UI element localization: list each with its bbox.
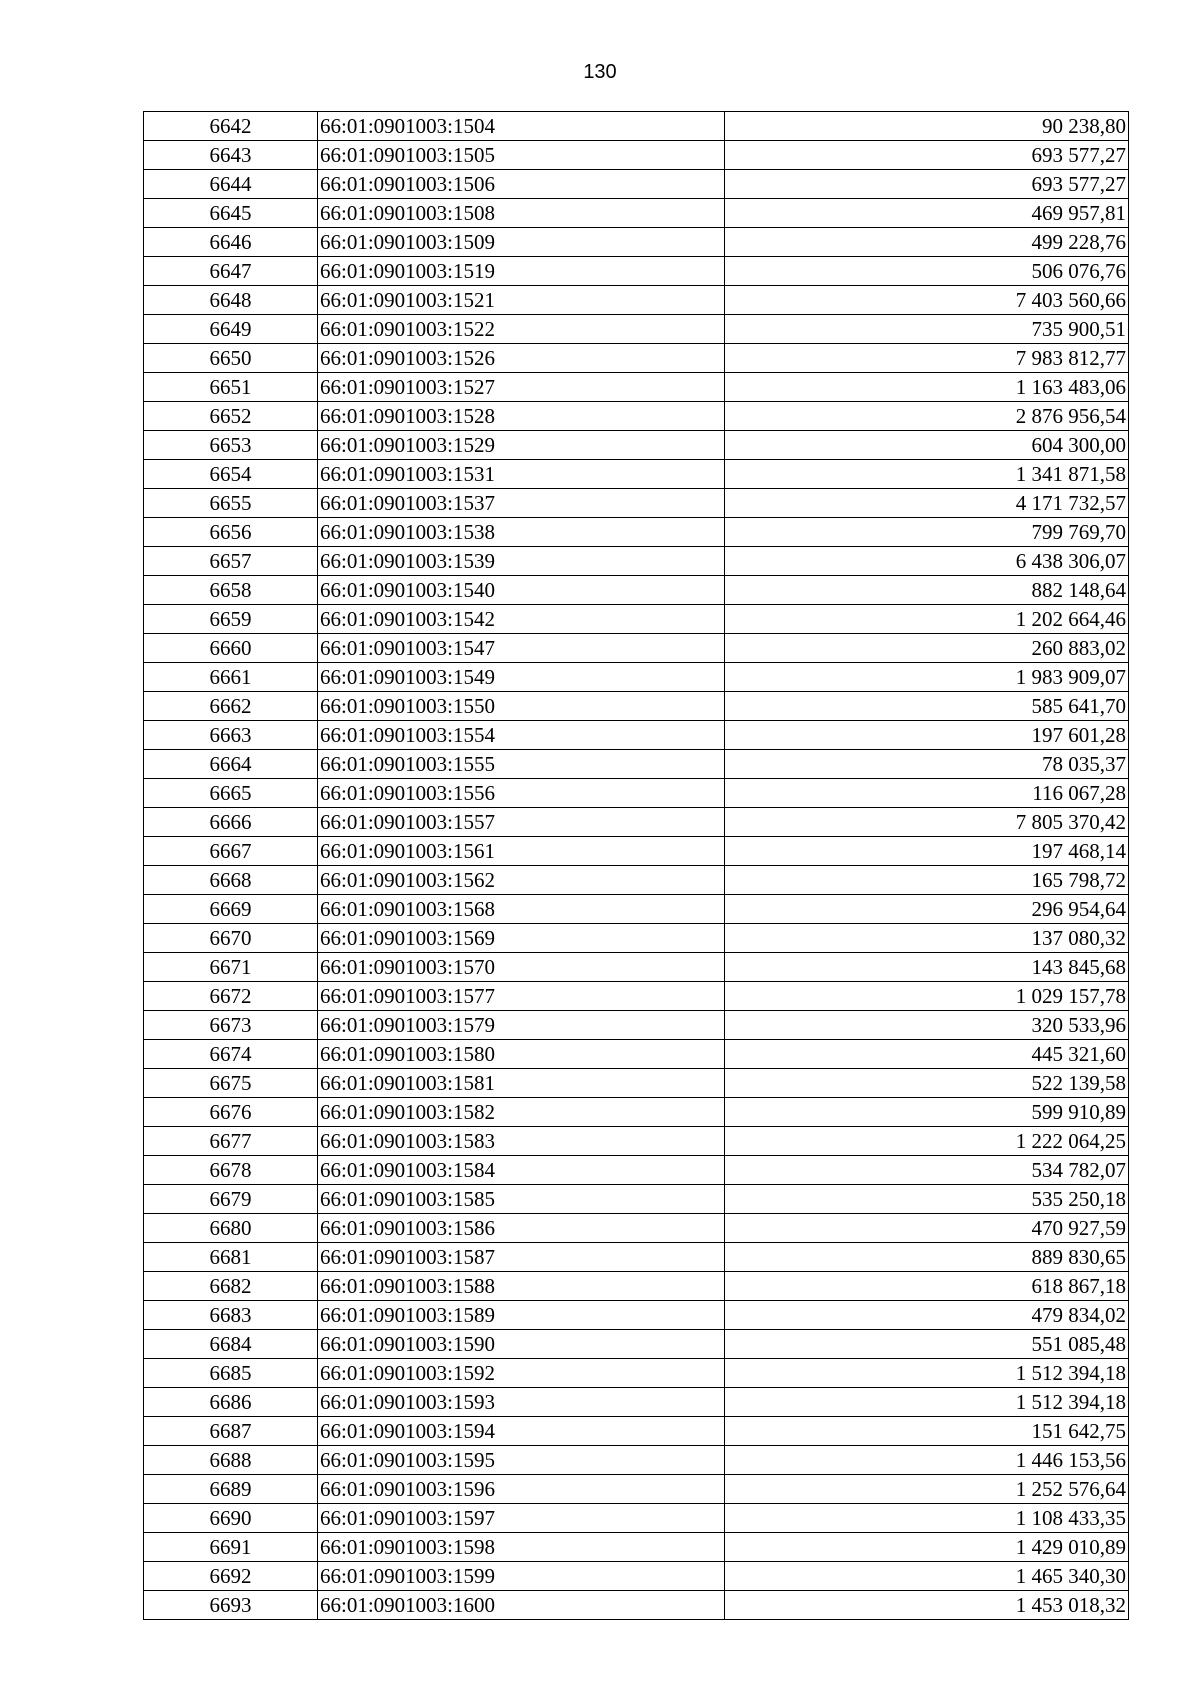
row-number-cell: 6653 [144,431,318,460]
cadastral-value-cell: 551 085,48 [725,1330,1129,1359]
row-number-cell: 6678 [144,1156,318,1185]
cadastral-value-cell: 6 438 306,07 [725,547,1129,576]
table-row [144,257,1129,286]
table-row [144,1098,1129,1127]
cadastral-number-cell: 66:01:0901003:1547 [318,634,725,663]
row-number-cell: 6670 [144,924,318,953]
table-row [144,924,1129,953]
row-number-cell: 6645 [144,199,318,228]
table-row [144,1533,1129,1562]
table-row [144,228,1129,257]
table-row [144,112,1129,141]
cadastral-number-cell: 66:01:0901003:1594 [318,1417,725,1446]
cadastral-value-cell: 1 163 483,06 [725,373,1129,402]
cadastral-value-cell: 618 867,18 [725,1272,1129,1301]
cadastral-value-cell: 151 642,75 [725,1417,1129,1446]
table-row [144,1040,1129,1069]
row-number-cell: 6667 [144,837,318,866]
row-number-cell: 6685 [144,1359,318,1388]
row-number-cell: 6680 [144,1214,318,1243]
row-number-cell: 6643 [144,141,318,170]
row-number-cell: 6657 [144,547,318,576]
cadastral-value-cell: 499 228,76 [725,228,1129,257]
cadastral-value-cell: 197 601,28 [725,721,1129,750]
table-row [144,982,1129,1011]
row-number-cell: 6659 [144,605,318,634]
table-row [144,1562,1129,1591]
cadastral-value-cell: 90 238,80 [725,112,1129,141]
row-number-cell: 6687 [144,1417,318,1446]
table-row [144,721,1129,750]
cadastral-value-cell: 1 341 871,58 [725,460,1129,489]
row-number-cell: 6679 [144,1185,318,1214]
row-number-cell: 6660 [144,634,318,663]
cadastral-number-cell: 66:01:0901003:1600 [318,1591,725,1620]
cadastral-number-cell: 66:01:0901003:1582 [318,1098,725,1127]
cadastral-number-cell: 66:01:0901003:1569 [318,924,725,953]
cadastral-value-cell: 1 453 018,32 [725,1591,1129,1620]
row-number-cell: 6656 [144,518,318,547]
row-number-cell: 6644 [144,170,318,199]
cadastral-value-cell: 1 222 064,25 [725,1127,1129,1156]
cadastral-value-cell: 197 468,14 [725,837,1129,866]
cadastral-value-cell: 522 139,58 [725,1069,1129,1098]
cadastral-value-cell: 1 512 394,18 [725,1388,1129,1417]
table-row [144,547,1129,576]
cadastral-value-cell: 1 029 157,78 [725,982,1129,1011]
cadastral-number-cell: 66:01:0901003:1593 [318,1388,725,1417]
row-number-cell: 6668 [144,866,318,895]
table-row [144,315,1129,344]
row-number-cell: 6654 [144,460,318,489]
row-number-cell: 6648 [144,286,318,315]
table-row [144,344,1129,373]
cadastral-number-cell: 66:01:0901003:1522 [318,315,725,344]
table-row [144,1214,1129,1243]
cadastral-value-cell: 1 202 664,46 [725,605,1129,634]
row-number-cell: 6650 [144,344,318,373]
table-row [144,402,1129,431]
cadastral-value-cell: 735 900,51 [725,315,1129,344]
cadastral-value-cell: 604 300,00 [725,431,1129,460]
table-row [144,1417,1129,1446]
table-row [144,141,1129,170]
cadastral-value-cell: 2 876 956,54 [725,402,1129,431]
row-number-cell: 6647 [144,257,318,286]
cadastral-value-cell: 260 883,02 [725,634,1129,663]
cadastral-number-cell: 66:01:0901003:1509 [318,228,725,257]
cadastral-number-cell: 66:01:0901003:1584 [318,1156,725,1185]
cadastral-number-cell: 66:01:0901003:1528 [318,402,725,431]
row-number-cell: 6655 [144,489,318,518]
cadastral-value-cell: 693 577,27 [725,141,1129,170]
table-row [144,750,1129,779]
cadastral-value-cell: 1 252 576,64 [725,1475,1129,1504]
row-number-cell: 6686 [144,1388,318,1417]
cadastral-value-cell: 143 845,68 [725,953,1129,982]
table-row [144,953,1129,982]
table-body [144,112,1129,1620]
table-row [144,199,1129,228]
cadastral-number-cell: 66:01:0901003:1554 [318,721,725,750]
table-row [144,1185,1129,1214]
cadastral-value-cell: 469 957,81 [725,199,1129,228]
row-number-cell: 6673 [144,1011,318,1040]
cadastral-number-cell: 66:01:0901003:1586 [318,1214,725,1243]
cadastral-number-cell: 66:01:0901003:1506 [318,170,725,199]
table-row [144,576,1129,605]
cadastral-number-cell: 66:01:0901003:1598 [318,1533,725,1562]
cadastral-number-cell: 66:01:0901003:1581 [318,1069,725,1098]
cadastral-number-cell: 66:01:0901003:1579 [318,1011,725,1040]
cadastral-number-cell: 66:01:0901003:1568 [318,895,725,924]
cadastral-value-cell: 479 834,02 [725,1301,1129,1330]
cadastral-value-cell: 7 805 370,42 [725,808,1129,837]
cadastral-value-cell: 535 250,18 [725,1185,1129,1214]
row-number-cell: 6692 [144,1562,318,1591]
table-row [144,1388,1129,1417]
row-number-cell: 6691 [144,1533,318,1562]
cadastral-value-cell: 445 321,60 [725,1040,1129,1069]
row-number-cell: 6663 [144,721,318,750]
cadastral-value-cell: 1 429 010,89 [725,1533,1129,1562]
table-row [144,1272,1129,1301]
cadastral-value-cell: 1 108 433,35 [725,1504,1129,1533]
row-number-cell: 6688 [144,1446,318,1475]
cadastral-number-cell: 66:01:0901003:1590 [318,1330,725,1359]
cadastral-value-cell: 599 910,89 [725,1098,1129,1127]
cadastral-number-cell: 66:01:0901003:1539 [318,547,725,576]
cadastral-number-cell: 66:01:0901003:1588 [318,1272,725,1301]
cadastral-number-cell: 66:01:0901003:1561 [318,837,725,866]
row-number-cell: 6671 [144,953,318,982]
row-number-cell: 6646 [144,228,318,257]
table-row [144,1330,1129,1359]
cadastral-value-cell: 78 035,37 [725,750,1129,779]
row-number-cell: 6665 [144,779,318,808]
cadastral-number-cell: 66:01:0901003:1589 [318,1301,725,1330]
table-row [144,489,1129,518]
cadastral-number-cell: 66:01:0901003:1527 [318,373,725,402]
cadastral-value-cell: 1 983 909,07 [725,663,1129,692]
row-number-cell: 6666 [144,808,318,837]
table-row [144,1301,1129,1330]
cadastral-value-cell: 165 798,72 [725,866,1129,895]
cadastral-number-cell: 66:01:0901003:1521 [318,286,725,315]
cadastral-value-cell: 296 954,64 [725,895,1129,924]
cadastral-value-cell: 470 927,59 [725,1214,1129,1243]
cadastral-number-cell: 66:01:0901003:1519 [318,257,725,286]
row-number-cell: 6664 [144,750,318,779]
row-number-cell: 6672 [144,982,318,1011]
table-row [144,663,1129,692]
row-number-cell: 6689 [144,1475,318,1504]
cadastral-number-cell: 66:01:0901003:1504 [318,112,725,141]
cadastral-value-cell: 137 080,32 [725,924,1129,953]
table-row [144,170,1129,199]
row-number-cell: 6684 [144,1330,318,1359]
row-number-cell: 6683 [144,1301,318,1330]
cadastral-value-cell: 889 830,65 [725,1243,1129,1272]
cadastral-number-cell: 66:01:0901003:1597 [318,1504,725,1533]
cadastral-value-cell: 585 641,70 [725,692,1129,721]
row-number-cell: 6681 [144,1243,318,1272]
cadastral-number-cell: 66:01:0901003:1531 [318,460,725,489]
cadastral-number-cell: 66:01:0901003:1549 [318,663,725,692]
cadastral-value-cell: 4 171 732,57 [725,489,1129,518]
table-row [144,866,1129,895]
row-number-cell: 6662 [144,692,318,721]
table-row [144,518,1129,547]
cadastral-number-cell: 66:01:0901003:1505 [318,141,725,170]
page-number: 130 [583,61,617,83]
row-number-cell: 6693 [144,1591,318,1620]
table-row [144,1156,1129,1185]
cadastral-number-cell: 66:01:0901003:1529 [318,431,725,460]
table-row [144,1591,1129,1620]
table-row [144,1069,1129,1098]
cadastral-value-cell: 693 577,27 [725,170,1129,199]
cadastral-value-cell: 799 769,70 [725,518,1129,547]
cadastral-number-cell: 66:01:0901003:1599 [318,1562,725,1591]
table-row [144,779,1129,808]
row-number-cell: 6649 [144,315,318,344]
table-row [144,837,1129,866]
cadastral-number-cell: 66:01:0901003:1580 [318,1040,725,1069]
row-number-cell: 6674 [144,1040,318,1069]
row-number-cell: 6682 [144,1272,318,1301]
row-number-cell: 6669 [144,895,318,924]
cadastral-number-cell: 66:01:0901003:1538 [318,518,725,547]
cadastral-value-cell: 320 533,96 [725,1011,1129,1040]
cadastral-value-cell: 506 076,76 [725,257,1129,286]
row-number-cell: 6642 [144,112,318,141]
cadastral-value-cell: 7 403 560,66 [725,286,1129,315]
cadastral-number-cell: 66:01:0901003:1508 [318,199,725,228]
cadastral-number-cell: 66:01:0901003:1562 [318,866,725,895]
row-number-cell: 6677 [144,1127,318,1156]
row-number-cell: 6651 [144,373,318,402]
row-number-cell: 6690 [144,1504,318,1533]
cadastral-value-cell: 1 512 394,18 [725,1359,1129,1388]
table-row [144,373,1129,402]
table-row [144,605,1129,634]
table-row [144,634,1129,663]
table-row [144,431,1129,460]
cadastral-value-cell: 882 148,64 [725,576,1129,605]
table-row [144,1475,1129,1504]
cadastral-value-cell: 7 983 812,77 [725,344,1129,373]
cadastral-number-cell: 66:01:0901003:1540 [318,576,725,605]
table-row [144,1504,1129,1533]
table-row [144,808,1129,837]
row-number-cell: 6676 [144,1098,318,1127]
table-row [144,286,1129,315]
cadastral-number-cell: 66:01:0901003:1595 [318,1446,725,1475]
table-row [144,1359,1129,1388]
cadastral-value-cell: 116 067,28 [725,779,1129,808]
table-row [144,692,1129,721]
cadastral-number-cell: 66:01:0901003:1570 [318,953,725,982]
cadastral-value-cell: 534 782,07 [725,1156,1129,1185]
cadastral-value-cell: 1 446 153,56 [725,1446,1129,1475]
row-number-cell: 6652 [144,402,318,431]
cadastral-number-cell: 66:01:0901003:1555 [318,750,725,779]
table-row [144,895,1129,924]
cadastral-number-cell: 66:01:0901003:1526 [318,344,725,373]
cadastral-number-cell: 66:01:0901003:1537 [318,489,725,518]
cadastral-number-cell: 66:01:0901003:1596 [318,1475,725,1504]
table-row [144,1127,1129,1156]
table-row [144,1011,1129,1040]
table-row [144,1243,1129,1272]
cadastral-value-table [143,111,1129,1620]
cadastral-value-cell: 1 465 340,30 [725,1562,1129,1591]
row-number-cell: 6661 [144,663,318,692]
table-row [144,1446,1129,1475]
cadastral-number-cell: 66:01:0901003:1557 [318,808,725,837]
row-number-cell: 6658 [144,576,318,605]
cadastral-number-cell: 66:01:0901003:1550 [318,692,725,721]
cadastral-number-cell: 66:01:0901003:1542 [318,605,725,634]
cadastral-number-cell: 66:01:0901003:1585 [318,1185,725,1214]
cadastral-number-cell: 66:01:0901003:1583 [318,1127,725,1156]
table-row [144,460,1129,489]
cadastral-number-cell: 66:01:0901003:1587 [318,1243,725,1272]
cadastral-number-cell: 66:01:0901003:1577 [318,982,725,1011]
cadastral-number-cell: 66:01:0901003:1592 [318,1359,725,1388]
cadastral-number-cell: 66:01:0901003:1556 [318,779,725,808]
row-number-cell: 6675 [144,1069,318,1098]
